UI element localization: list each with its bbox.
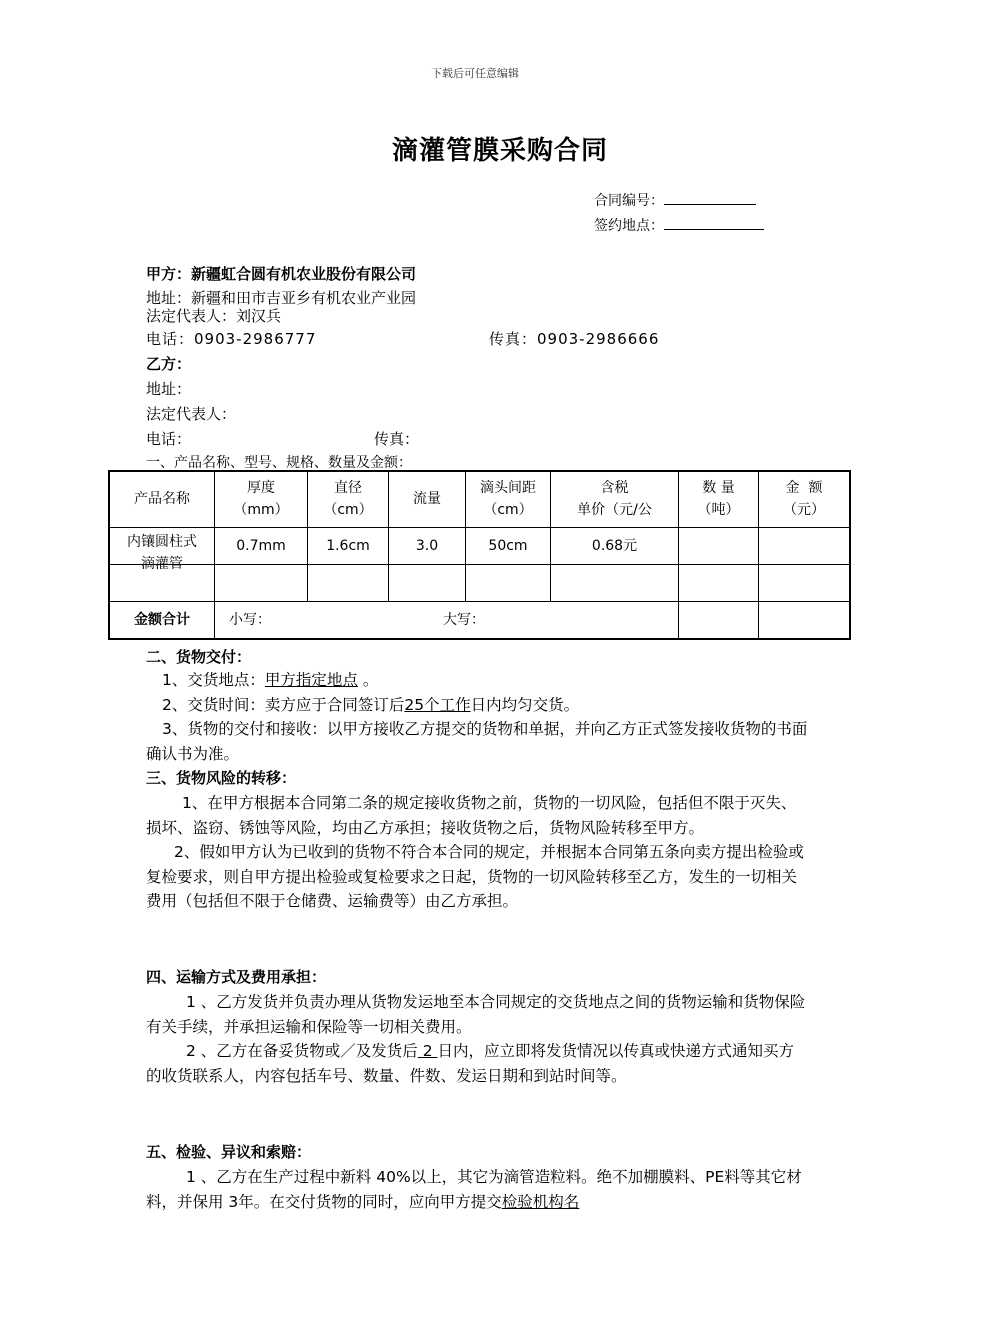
section2-body <box>146 668 808 766</box>
party-a-address: 地址：新疆和田市吉亚乡有机农业产业园 <box>146 289 417 307</box>
cell-empty[interactable] <box>679 564 759 601</box>
delivery-place: 甲方指定地点 <box>264 671 358 689</box>
th-tax-incl: 含税 <box>600 480 629 497</box>
section3-body <box>146 791 808 914</box>
cell-amount[interactable] <box>759 527 851 564</box>
party-b-fax: 传真： <box>374 430 420 448</box>
th-quantity-unit: （吨） <box>697 502 740 519</box>
section5-body <box>146 1165 808 1214</box>
item2-prefix: 2、交货时间：卖方应于合同签订后 <box>162 695 405 714</box>
cell-diameter: 1.6cm <box>308 527 389 564</box>
p1-prefix: 1 、乙方在生产过程中新料 40%以上，其它为滴管造粒料。绝不加棚膜料、PE料等其它材料，并保用 3年。在交付货物的同时，应向甲方提交 <box>146 1168 802 1211</box>
sign-place <box>594 215 764 235</box>
th-thickness: 厚度 <box>247 480 275 497</box>
th-unit-price: 单价（元/公 <box>577 502 652 519</box>
sign-place-label: 签约地点： <box>594 218 664 234</box>
cell-empty[interactable] <box>466 564 551 601</box>
section4-title: 四、运输方式及费用承担： <box>146 968 327 986</box>
delivery-days: 25个工作 <box>404 695 471 714</box>
section3-p1: 1、在甲方根据本合同第二条的规定接收货物之前，货物的一切风险，包括但不限于灭失、损坏、盗窃、锈蚀等风险，均由乙方承担；接收货物之后，货物风险转移至甲方。 <box>146 794 797 837</box>
party-b-label: 乙方： <box>146 355 192 373</box>
party-b-address: 地址： <box>146 380 192 398</box>
section3-p2: 2、假如甲方认为已收到的货物不符合本合同的规定，并根据本合同第五条向卖方提出检验或复检要求，则自甲方提出检验或复检要求之日起，货物的一切风险转移至乙方，发生的一切相关费用（包括但不限于仓储费、运输费等）由乙方承担。 <box>146 843 804 910</box>
section1-title: 一、产品名称、型号、规格、数量及金额： <box>146 455 412 471</box>
cell-empty[interactable] <box>551 564 679 601</box>
section4-p1: 1 、乙方发货并负责办理从货物发运地至本合同规定的交货地点之间的货物运输和货物保险有关手续，并承担运输和保险等一切相关费用。 <box>146 993 806 1036</box>
page-title: 滴灌管膜采购合同 <box>391 136 608 166</box>
notify-days: 2 <box>417 1042 438 1060</box>
item2-suffix: 日内均匀交货。 <box>470 695 580 714</box>
product-table <box>108 470 851 640</box>
total-small-label: 小写： <box>229 611 271 628</box>
contract-no-label: 合同编号： <box>594 193 664 209</box>
total-words-cell[interactable] <box>215 601 679 639</box>
section2-item1 <box>146 668 808 693</box>
cell-thickness: 0.7mm <box>215 527 308 564</box>
table-row <box>109 527 850 564</box>
contract-no-blank[interactable] <box>664 190 756 205</box>
cell-emitter-spacing: 50cm <box>466 527 551 564</box>
total-big-label: 大写： <box>443 611 485 628</box>
th-amount: 金 额 <box>785 480 823 497</box>
party-a-fax: 传真：0903-2986666 <box>489 330 660 348</box>
section2-title: 二、货物交付： <box>146 648 252 666</box>
th-product-name: 产品名称 <box>134 491 190 508</box>
p2-prefix: 2 、乙方在备妥货物或／及发货后 <box>186 1042 418 1060</box>
section2-item3: 3、货物的交付和接收：以甲方接收乙方提交的货物和单据，并向乙方正式签发接收货物的书面确认书为准。 <box>146 720 808 763</box>
cell-flow: 3.0 <box>389 527 466 564</box>
section4-p2 <box>146 1039 808 1088</box>
cell-product-name: 内镶圆柱式 <box>127 533 197 550</box>
contract-no <box>594 190 756 210</box>
cell-empty[interactable] <box>389 564 466 601</box>
table-header-row <box>109 471 850 527</box>
header-note: 下载后可任意编辑 <box>431 67 519 80</box>
item1-suffix: 。 <box>357 671 379 689</box>
cell-empty[interactable] <box>308 564 389 601</box>
party-b-rep: 法定代表人： <box>146 405 237 423</box>
party-a-phone: 电话：0903-2986777 <box>146 330 317 348</box>
th-diameter-unit: （cm） <box>323 502 373 519</box>
cell-product-name-2: 滴灌管 <box>141 555 183 572</box>
cell-empty[interactable] <box>679 601 759 639</box>
party-a-label: 甲方：新疆虹合圆有机农业股份有限公司 <box>146 265 417 283</box>
section4-body <box>146 990 808 1088</box>
cell-unit-price: 0.68元 <box>551 527 679 564</box>
item1-prefix: 1、交货地点： <box>162 671 265 689</box>
table-total-row <box>109 601 850 639</box>
cell-empty[interactable] <box>759 601 851 639</box>
party-b-phone: 电话： <box>146 430 192 448</box>
th-thickness-unit: （mm） <box>233 502 289 519</box>
th-emitter-spacing: 滴头间距 <box>480 480 536 497</box>
th-diameter: 直径 <box>334 480 362 497</box>
th-amount-unit: （元） <box>783 502 825 519</box>
inspection-agency: 检验机构名 <box>501 1192 580 1211</box>
party-a-rep: 法定代表人：刘汉兵 <box>146 307 282 325</box>
total-label: 金额合计 <box>109 601 215 639</box>
p2-suffix: 日内，应立即将发货情况以传真或快递方式通知买方的收货联系人，内容包括车号、数量、件数、发运日期和到站时间等。 <box>146 1042 795 1085</box>
section5-p1 <box>146 1165 808 1214</box>
cell-empty[interactable] <box>215 564 308 601</box>
table-row <box>109 564 850 601</box>
th-emitter-spacing-unit: （cm） <box>483 502 533 519</box>
sign-place-blank[interactable] <box>664 215 764 230</box>
cell-quantity[interactable] <box>679 527 759 564</box>
section3-title: 三、货物风险的转移： <box>146 769 297 787</box>
th-quantity: 数 量 <box>702 480 735 497</box>
th-flow: 流量 <box>413 491 441 508</box>
section5-title: 五、检验、异议和索赔： <box>146 1143 312 1161</box>
section2-item2 <box>146 693 808 718</box>
cell-empty[interactable] <box>759 564 851 601</box>
